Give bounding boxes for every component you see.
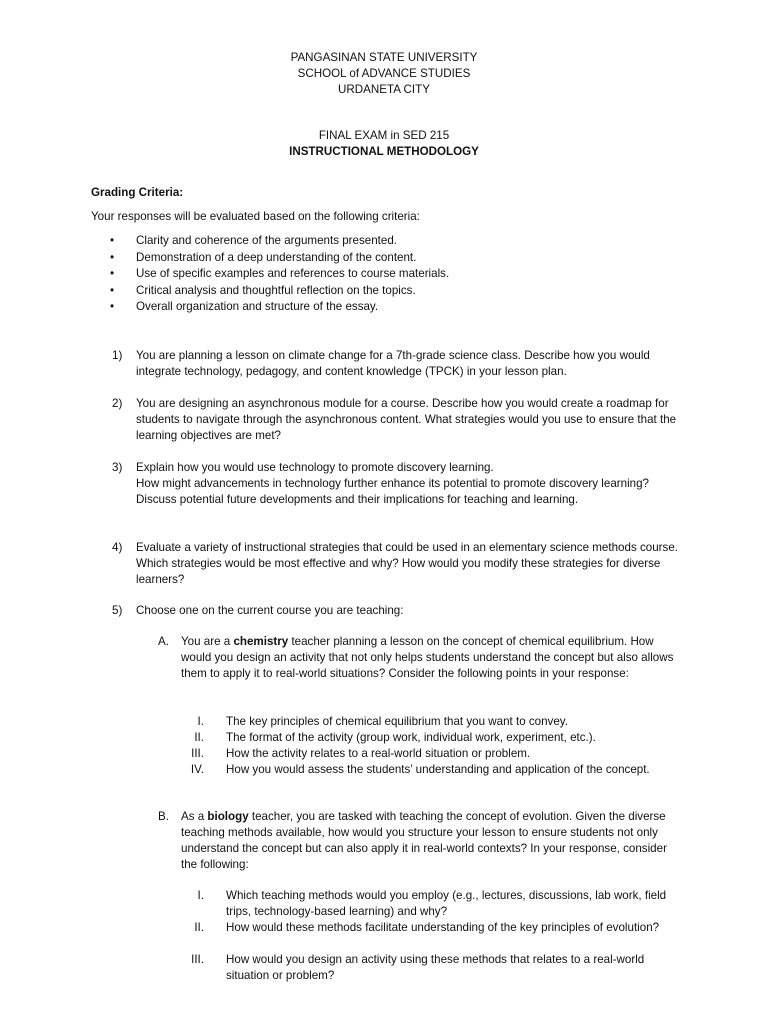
roman-numeral: II. bbox=[194, 731, 204, 744]
bullet-icon: • bbox=[110, 250, 115, 264]
subject-emphasis: biology bbox=[207, 810, 249, 823]
option-b-point bbox=[180, 888, 680, 920]
exam-title-block bbox=[0, 128, 768, 160]
criteria-item: • Clarity and coherence of the arguments presented. bbox=[110, 234, 398, 247]
question-text: Evaluate a variety of instructional strategies that could be used in an elementary science methods course. Which strategies would be most effective and why? How would you modify these strategies for diverse learners? bbox=[136, 541, 678, 586]
bullet-icon: • bbox=[110, 234, 115, 247]
question-line: Discuss potential future developments and their implications for teaching and learning. bbox=[136, 493, 579, 506]
roman-numeral: I. bbox=[197, 715, 204, 728]
point-text: How would these methods facilitate understanding of the key principles of evolution? bbox=[226, 921, 660, 934]
school-name: SCHOOL of ADVANCE STUDIES bbox=[297, 67, 471, 80]
exam-subject: INSTRUCTIONAL METHODOLOGY bbox=[289, 145, 479, 158]
option-letter: A. bbox=[158, 635, 169, 648]
question-number: 5) bbox=[112, 604, 123, 617]
roman-numeral: II. bbox=[194, 921, 204, 934]
point-text: How would you design an activity using these methods that relates to a real-world situation or problem? bbox=[226, 953, 645, 982]
option-a-point bbox=[180, 762, 680, 778]
question-number: 3) bbox=[112, 461, 123, 474]
question-5 bbox=[112, 603, 682, 619]
university-name: PANGASINAN STATE UNIVERSITY bbox=[290, 51, 478, 64]
option-a-point bbox=[180, 714, 680, 730]
point-text: The format of the activity (group work, individual work, experiment, etc.). bbox=[226, 731, 596, 744]
criteria-list bbox=[91, 233, 691, 316]
bullet-icon: • bbox=[110, 283, 115, 297]
option-a-point bbox=[180, 746, 680, 762]
question-3 bbox=[112, 460, 682, 508]
point-text: Which teaching methods would you employ (e.g., lectures, discussions, lab work, field trips, technology-based learning) and why? bbox=[226, 889, 667, 918]
question-1 bbox=[112, 348, 682, 380]
option-a-chemistry bbox=[158, 634, 682, 682]
question-4 bbox=[112, 540, 682, 588]
option-text: As a biology teacher, you are tasked with teaching the concept of evolution. Given the diverse teaching methods available, how would you structure your lesson to ensure students not only understand the concept but can also apply it in real-world contexts? In your response, consider the following: bbox=[181, 810, 667, 871]
bullet-icon: • bbox=[110, 300, 115, 313]
point-text: How the activity relates to a real-world situation or problem. bbox=[226, 747, 531, 760]
roman-numeral: III. bbox=[191, 747, 204, 760]
grading-criteria-heading: Grading Criteria: bbox=[91, 186, 184, 199]
option-letter: B. bbox=[158, 810, 169, 823]
university-header bbox=[0, 50, 768, 98]
roman-numeral: I. bbox=[197, 889, 204, 902]
question-line: How might advancements in technology further enhance its potential to promote discovery learning? bbox=[136, 477, 649, 490]
question-2 bbox=[112, 396, 682, 444]
exam-title: FINAL EXAM in SED 215 bbox=[318, 129, 450, 142]
subject-emphasis: chemistry bbox=[233, 635, 289, 648]
point-text: The key principles of chemical equilibrium that you want to convey. bbox=[226, 715, 568, 728]
question-text: You are planning a lesson on climate change for a 7th-grade science class. Describe how you would integrate technology, pedagogy, and content knowledge (TPCK) in your lesson plan. bbox=[136, 349, 650, 378]
criteria-item: • Critical analysis and thoughtful reflection on the topics. bbox=[110, 283, 416, 297]
question-number: 2) bbox=[112, 397, 123, 410]
roman-numeral: IV. bbox=[190, 763, 204, 776]
question-number: 4) bbox=[112, 541, 123, 554]
question-line: Explain how you would use technology to promote discovery learning. bbox=[136, 461, 494, 474]
point-text: How you would assess the students’ understanding and application of the concept. bbox=[226, 763, 650, 776]
option-b-point bbox=[180, 952, 680, 984]
criteria-item: • Demonstration of a deep understanding of the content. bbox=[110, 250, 417, 264]
question-text bbox=[136, 460, 682, 508]
option-b-biology bbox=[158, 809, 682, 873]
question-text: You are designing an asynchronous module for a course. Describe how you would create a roadmap for students to navigate through the asynchronous content. What strategies would you use to ensure that the learning objectives are met? bbox=[136, 397, 677, 442]
question-number: 1) bbox=[112, 349, 123, 362]
option-a-point bbox=[180, 730, 680, 746]
grading-criteria-intro: Your responses will be evaluated based on the following criteria: bbox=[91, 210, 420, 223]
criteria-item: • Overall organization and structure of the essay. bbox=[110, 300, 379, 313]
option-b-point bbox=[180, 920, 680, 936]
question-text: Choose one on the current course you are teaching: bbox=[136, 604, 404, 617]
criteria-item: • Use of specific examples and references to course materials. bbox=[110, 267, 450, 280]
bullet-icon: • bbox=[110, 267, 115, 280]
city-name: URDANETA CITY bbox=[338, 83, 430, 96]
roman-numeral: III. bbox=[191, 953, 204, 966]
option-text: You are a chemistry teacher planning a lesson on the concept of chemical equilibrium. How would you design an activity that not only helps students understand the concept but also allows them to apply it to real-world situations? Consider the following points in your response: bbox=[181, 635, 674, 680]
